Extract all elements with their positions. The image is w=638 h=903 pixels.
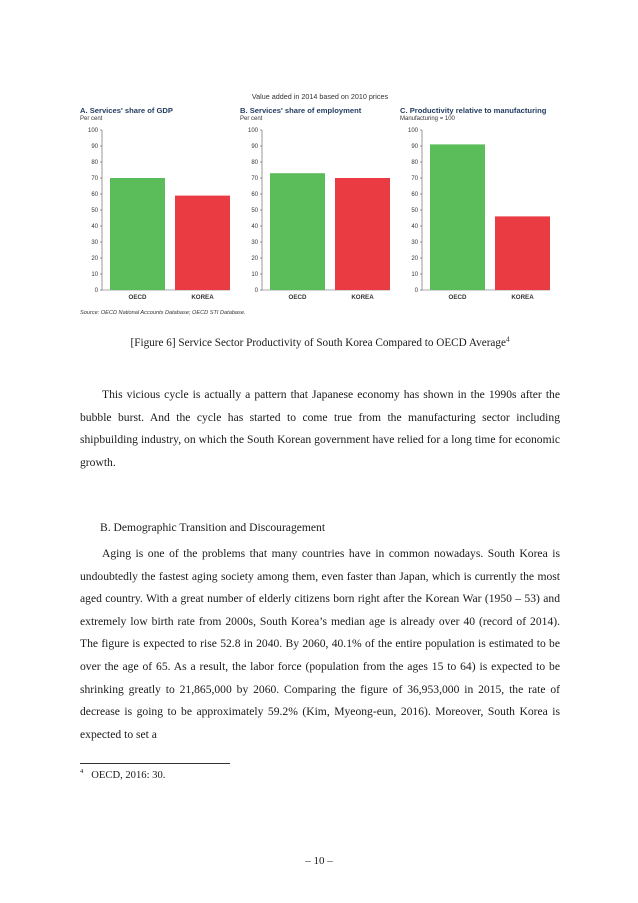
y-tick-label: 40	[411, 224, 418, 230]
y-tick-label: 20	[251, 256, 258, 262]
panel-c-unit: Manufacturing = 100	[400, 116, 455, 122]
figure-6	[80, 88, 560, 323]
y-tick-label: 60	[91, 192, 98, 198]
bar-oecd	[110, 178, 165, 290]
footnote-number: 4	[80, 768, 84, 776]
panel-b	[240, 106, 400, 306]
y-tick-label: 90	[91, 144, 98, 150]
y-tick-label: 60	[251, 192, 258, 198]
y-tick-label: 40	[91, 224, 98, 230]
figure-caption	[80, 337, 560, 349]
y-tick-label: 10	[411, 272, 418, 278]
bar-oecd	[430, 144, 485, 290]
panel-a-unit: Per cent	[80, 116, 103, 122]
category-label: KOREA	[511, 294, 534, 301]
panel-a	[80, 106, 240, 306]
y-tick-label: 30	[411, 240, 418, 246]
y-tick-label: 100	[407, 128, 418, 134]
bar-korea	[335, 178, 390, 290]
y-tick-label: 80	[91, 160, 98, 166]
y-tick-label: 20	[91, 256, 98, 262]
panel-c-title: C. Productivity relative to manufacturing	[400, 106, 547, 115]
bar-korea	[175, 196, 230, 290]
panel-c	[400, 106, 560, 306]
y-tick-label: 10	[251, 272, 258, 278]
category-label: OECD	[288, 294, 307, 301]
category-label: KOREA	[191, 294, 214, 301]
y-tick-label: 70	[91, 176, 98, 182]
paragraph-aging: Aging is one of the problems that many countries have in common nowadays. South Korea is undoubtedly the fastest aging society among them, even faster than Japan, which is currently the most aged country. With a great number of elderly citizens born right after the Korean War (1950 – 53) and extremely low birth rate from 2000s, South Korea’s median age is already over 40 (record of 2014). The figure is expected to rise 52.8 in 2040. By 2060, 40.1% of the entire population is estimated to be over the age of 65. As a result, the labor force (population from the ages 15 to 64) is expected to be shrinking greatly to 21,865,000 by 2060. Comparing the figure of 36,953,000 in 2015, the rate of decrease is going to be approximately 59.2% (Kim, Myeong-eun, 2016). Moreover, South Korea is expected to set a	[80, 547, 560, 741]
y-tick-label: 50	[91, 208, 98, 214]
figure-title: Value added in 2014 based on 2010 prices	[251, 92, 389, 101]
y-tick-label: 60	[411, 192, 418, 198]
y-tick-label: 70	[411, 176, 418, 182]
y-tick-label: 50	[411, 208, 418, 214]
y-tick-label: 20	[411, 256, 418, 262]
paragraph-vicious-cycle: This vicious cycle is actually a pattern that Japanese economy has shown in the 1990s after the bubble burst. And the cycle has started to come true from the manufacturing sector including shipbuilding industry, on which the South Korean government have relied for a long time for economic growth.	[80, 388, 560, 469]
category-label: KOREA	[351, 294, 374, 301]
y-tick-label: 80	[251, 160, 258, 166]
y-tick-label: 70	[251, 176, 258, 182]
category-label: OECD	[448, 294, 467, 301]
y-tick-label: 10	[91, 272, 98, 278]
panel-b-chart	[240, 124, 400, 304]
caption-footnote-ref[interactable]: 4	[505, 335, 510, 344]
y-tick-label: 90	[411, 144, 418, 150]
footnote	[80, 770, 165, 781]
y-tick-label: 40	[251, 224, 258, 230]
footnote-divider	[80, 763, 230, 764]
y-tick-label: 90	[251, 144, 258, 150]
bar-oecd	[270, 173, 325, 290]
panel-a-chart	[80, 124, 240, 304]
panel-b-title: B. Services' share of employment	[240, 106, 362, 115]
y-tick-label: 0	[254, 288, 258, 294]
bar-korea	[495, 216, 550, 290]
y-tick-label: 0	[94, 288, 98, 294]
category-label: OECD	[128, 294, 147, 301]
footnote-text: OECD, 2016: 30.	[91, 770, 166, 781]
y-tick-label: 30	[91, 240, 98, 246]
section-heading: B. Demographic Transition and Discouragement	[100, 521, 326, 534]
y-tick-label: 100	[87, 128, 98, 134]
panel-b-unit: Per cent	[240, 116, 263, 122]
page-number: – 10 –	[305, 855, 333, 867]
y-tick-label: 30	[251, 240, 258, 246]
panel-a-title: A. Services' share of GDP	[80, 106, 173, 115]
y-tick-label: 0	[414, 288, 418, 294]
y-tick-label: 80	[411, 160, 418, 166]
y-tick-label: 50	[251, 208, 258, 214]
figure-source: Source: OECD National Accounts Database; OECD STI Database.	[80, 310, 246, 316]
panel-c-chart	[400, 124, 560, 304]
y-tick-label: 100	[247, 128, 258, 134]
caption-text: [Figure 6] Service Sector Productivity of South Korea Compared to OECD Average	[130, 337, 506, 349]
